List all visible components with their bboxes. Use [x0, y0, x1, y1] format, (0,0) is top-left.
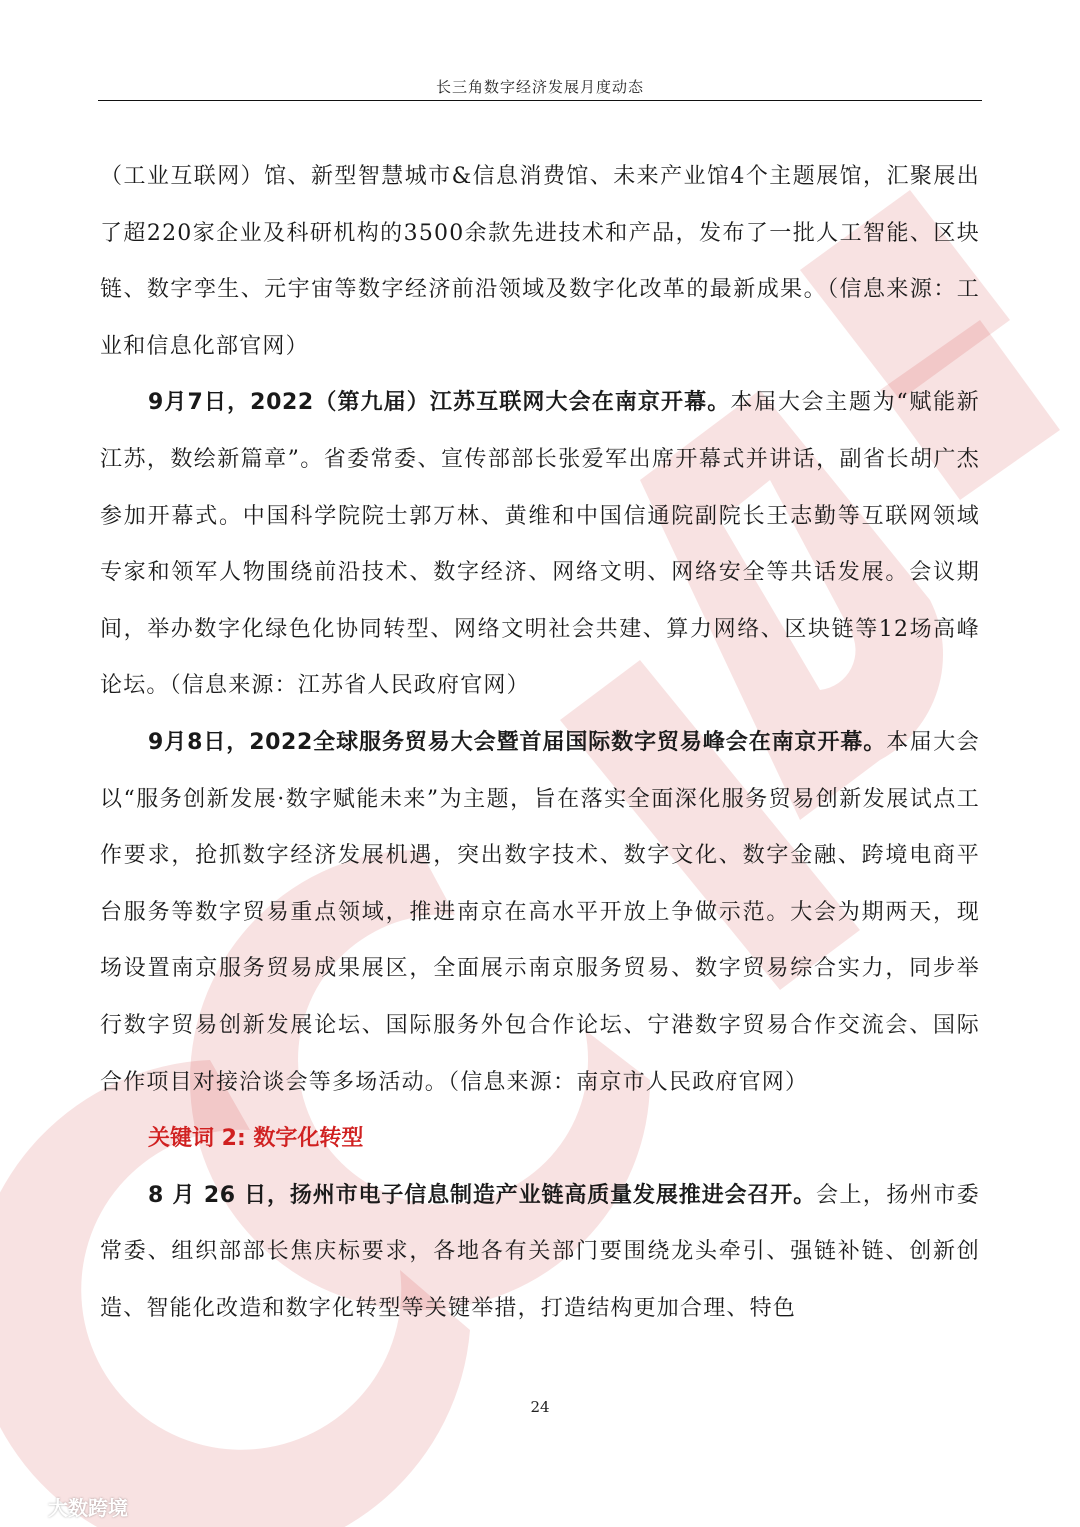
paragraph-4 [100, 1168, 980, 1338]
paragraph-3-lead: 9月8日，2022全球服务贸易大会暨首届国际数字贸易峰会在南京开幕。 [148, 729, 887, 755]
paragraph-4-lead: 8 月 26 日，扬州市电子信息制造产业链高质量发展推进会召开。 [148, 1182, 816, 1208]
header-title: 长三角数字经济发展月度动态 [435, 78, 644, 96]
keyword-heading: 关键词 2: 数字化转型 [148, 1126, 364, 1152]
paragraph-1 [100, 149, 980, 375]
paragraph-4-text: 会上，扬州市委常委、组织部部长焦庆标要求，各地各有关部门要围绕龙头牵引、强链补链、创新创造、智能化改造和数字化转型等关键举措，打造结构更加合理、特色 [100, 1182, 980, 1321]
brand-watermark [10, 1492, 128, 1521]
paragraph-2 [100, 375, 980, 715]
paragraph-1-text: （工业互联网）馆、新型智慧城市&信息消费馆、未来产业馆4个主题展馆，汇聚展出了超220家企业及科研机构的3500余款先进技术和产品，发布了一批人工智能、区块链、数字孪生、元宇宙等数字经济前沿领域及数字化改革的最新成果。（信息来源：工业和信息化部官网） [100, 164, 980, 359]
paragraph-2-lead: 9月7日，2022（第九届）江苏互联网大会在南京开幕。 [148, 390, 731, 416]
paragraph-3 [100, 715, 980, 1111]
weibo-like-logo-icon [10, 1496, 42, 1518]
paragraph-3-text: 本届大会以“服务创新发展·数字赋能未来”为主题，旨在落实全面深化服务贸易创新发展试点工作要求，抢抓数字经济发展机遇，突出数字技术、数字文化、数字金融、跨境电商平台服务等数字贸易重点领域，推进南京在高水平开放上争做示范。大会为期两天，现场设置南京服务贸易成果展区，全面展示南京服务贸易、数字贸易综合实力，同步举行数字贸易创新发展论坛、国际服务外包合作论坛、宁港数字贸易合作交流会、国际合作项目对接洽谈会等多场活动。（信息来源：南京市人民政府官网） [100, 729, 980, 1095]
header-divider [98, 100, 982, 101]
paragraph-2-text: 本届大会主题为“赋能新江苏，数绘新篇章”。省委常委、宣传部部长张爱军出席开幕式并讲话，副省长胡广杰参加开幕式。中国科学院院士郭万林、黄维和中国信通院副院长王志勤等互联网领域专家和领军人物围绕前沿技术、数字经济、网络文明、网络安全等共话发展。会议期间，举办数字化绿色化协同转型、网络文明社会共建、算力网络、区块链等12场高峰论坛。（信息来源：江苏省人民政府官网） [100, 390, 980, 699]
document-body [100, 149, 980, 1337]
page-number: 24 [530, 1398, 550, 1416]
brand-label: 大数跨境 [48, 1496, 128, 1520]
